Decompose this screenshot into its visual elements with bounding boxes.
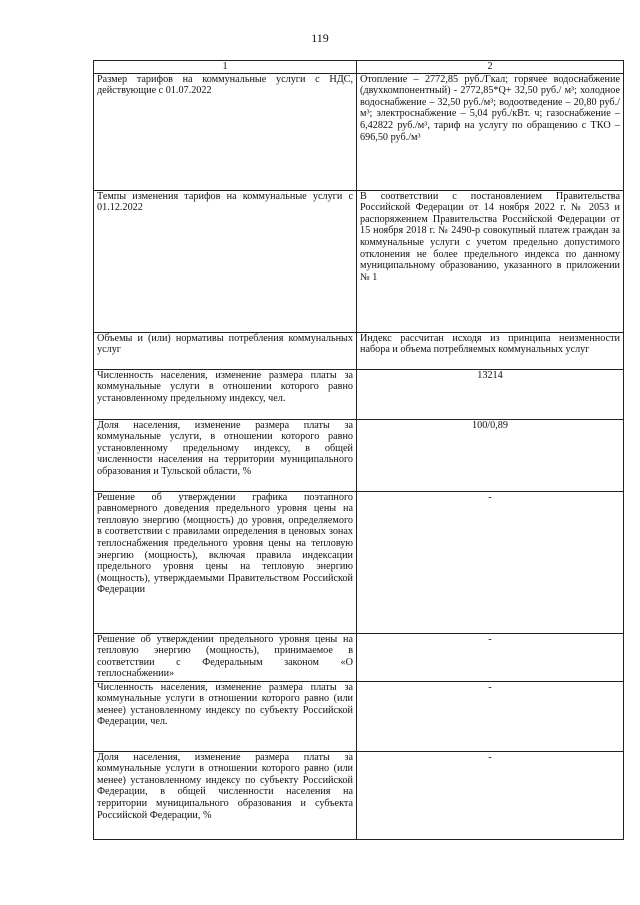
row-label: Доля населения, изменение размера платы за коммунальные услуги в отношении которого равно (или менее) установленному индексу по субъекту Российской Федерации, в общей численности населения на территории муниципального образования и субъекта Российской Федерации, % — [94, 751, 357, 839]
table-row — [94, 332, 624, 369]
table-row — [94, 369, 624, 419]
row-label: Темпы изменения тарифов на коммунальные услуги с 01.12.2022 — [94, 190, 357, 332]
table-row — [94, 491, 624, 633]
row-value: - — [357, 633, 624, 681]
row-label: Численность населения, изменение размера платы за коммунальные услуги в отношении которого равно (или менее) установленному индексу по субъекту Российской Федерации, чел. — [94, 681, 357, 751]
row-value: Отопление – 2772,85 руб./Гкал; горячее водоснабжение (двухкомпонентный) - 2772,85*Q+ 32,50 руб./ м³; холодное водоснабжение – 32,50 руб./м³; водоотведение – 20,80 руб./м³; электроснабжение – 5,04 руб./кВт. ч; газоснабжение – 6,42822 руб./м³, тариф на услугу по обращению с ТКО – 696,50 руб./м³ — [357, 73, 624, 190]
row-label: Доля населения, изменение размера платы за коммунальные услуги, в отношении которого равно установленному предельному индексу, в общей численности населения на территории муниципального образования и Тульской области, % — [94, 419, 357, 491]
row-value: В соответствии с постановлением Правительства Российской Федерации от 14 ноября 2022 г. № 2053 и распоряжением Правительства Российской Федерации от 15 ноября 2018 г. № 2490-р совокупный платеж граждан за коммунальные услуги с учетом предельно допустимого отклонения не более предельного индекса по данному муниципальному образованию, указанного в приложении № 1 — [357, 190, 624, 332]
table-row — [94, 681, 624, 751]
table-row — [94, 190, 624, 332]
row-label: Объемы и (или) нормативы потребления коммунальных услуг — [94, 332, 357, 369]
table-row — [94, 73, 624, 190]
page-number: 119 — [311, 31, 329, 45]
table-row — [94, 751, 624, 839]
row-label: Численность населения, изменение размера платы за коммунальные услуги в отношении которого равно установленному предельному индексу, чел. — [94, 369, 357, 419]
row-value: Индекс рассчитан исходя из принципа неизменности набора и объема потребляемых коммунальных услуг — [357, 332, 624, 369]
column-header-2: 2 — [357, 61, 624, 74]
row-label: Размер тарифов на коммунальные услуги с НДС, действующие с 01.07.2022 — [94, 73, 357, 190]
row-label: Решение об утверждении графика поэтапного равномерного доведения предельного уровня цены на тепловую энергию (мощность) до уровня, определяемого в соответствии с правилами определения в ценовых зонах теплоснабжения предельного уровня цены на тепловую энергию (мощность), включая правила индексации предельного уровня цены на тепловую энергию (мощность), утверждаемыми Правительством Российской Федерации — [94, 491, 357, 633]
row-value: - — [357, 491, 624, 633]
tariff-table — [93, 60, 624, 840]
row-value: 13214 — [357, 369, 624, 419]
table-header-row — [94, 61, 624, 74]
table-row — [94, 633, 624, 681]
row-value: - — [357, 681, 624, 751]
row-label: Решение об утверждении предельного уровня цены на тепловую энергию (мощность), принимаемое в соответствии с Федеральным законом «О теплоснабжении» — [94, 633, 357, 681]
row-value: - — [357, 751, 624, 839]
row-value: 100/0,89 — [357, 419, 624, 491]
table-row — [94, 419, 624, 491]
column-header-1: 1 — [94, 61, 357, 74]
